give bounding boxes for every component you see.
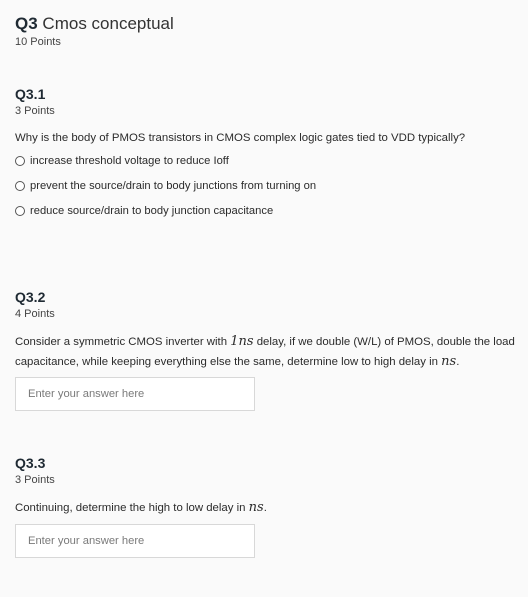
option-label: reduce source/drain to body junction capacitance <box>30 205 274 217</box>
subquestion-prompt-q32 <box>15 332 515 372</box>
subquestion-points-q31: 3 Points <box>15 105 55 117</box>
option-label: increase threshold voltage to reduce Ioff <box>30 155 229 167</box>
math-unit: ns <box>248 500 264 515</box>
subquestion-prompt-q33 <box>15 498 515 518</box>
option-increase-threshold[interactable] <box>15 155 229 167</box>
subquestion-title-q31: Q3.1 <box>15 86 46 102</box>
answer-input-q33[interactable] <box>15 524 255 558</box>
subquestion-points-q32: 4 Points <box>15 308 55 320</box>
option-label: prevent the source/drain to body junctions from turning on <box>30 180 317 192</box>
answer-input-q32[interactable] <box>15 377 255 411</box>
radio-button[interactable] <box>15 156 25 166</box>
prompt-text: delay, if we double (W/L) of PMOS, double the load capacitance, while keeping everything else the same, determine low to high delay in <box>15 336 515 368</box>
question-number: Q3 <box>15 14 38 33</box>
option-prevent-junctions[interactable] <box>15 180 316 192</box>
question-name: Cmos conceptual <box>42 14 174 33</box>
radio-button[interactable] <box>15 181 25 191</box>
math-unit: ns <box>441 354 457 369</box>
subquestion-points-q33: 3 Points <box>15 474 55 486</box>
prompt-text: Consider a symmetric CMOS inverter with <box>15 336 231 348</box>
prompt-text: . <box>263 502 267 514</box>
prompt-text: . <box>456 356 460 368</box>
math-delay-value: 1ns <box>230 334 254 349</box>
subquestion-prompt-q31: Why is the body of PMOS transistors in CMOS complex logic gates tied to VDD typically? <box>15 132 466 144</box>
question-title <box>15 14 174 34</box>
subquestion-title-q32: Q3.2 <box>15 289 46 305</box>
option-reduce-capacitance[interactable] <box>15 205 273 217</box>
prompt-text: Continuing, determine the high to low delay in <box>15 502 249 514</box>
question-points: 10 Points <box>15 36 61 48</box>
radio-button[interactable] <box>15 206 25 216</box>
subquestion-title-q33: Q3.3 <box>15 455 46 471</box>
